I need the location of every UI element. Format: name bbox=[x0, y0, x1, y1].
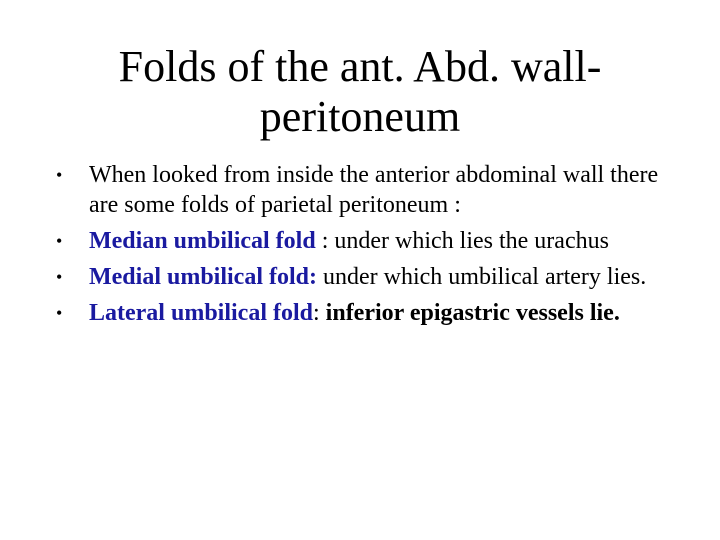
bullet-list bbox=[56, 160, 676, 334]
bullet-intro bbox=[56, 160, 676, 220]
desc-medial-umbilical-fold: under which umbilical artery lies. bbox=[323, 264, 647, 290]
title-line-1: Folds of the ant. Abd. wall- bbox=[118, 42, 602, 91]
term-separator: : bbox=[315, 228, 335, 254]
term-medial-umbilical-fold: Medial umbilical fold: bbox=[89, 264, 317, 290]
term-median-umbilical-fold: Median umbilical fold bbox=[89, 228, 316, 254]
term-lateral-umbilical-fold: Lateral umbilical fold bbox=[89, 300, 313, 326]
title-line-2: peritoneum bbox=[259, 92, 461, 141]
desc-lateral-umbilical-fold: inferior epigastric vessels lie. bbox=[325, 300, 620, 326]
bullet-marker: • bbox=[56, 303, 63, 323]
bullet-intro-text: When looked from inside the anterior abdominal wall there are some folds of parietal peritoneum : bbox=[89, 162, 659, 218]
desc-median-umbilical-fold: under which lies the urachus bbox=[334, 228, 609, 254]
bullet-marker: • bbox=[56, 165, 63, 185]
bullet-marker: • bbox=[56, 267, 63, 287]
bullet-lateral-umbilical-fold bbox=[56, 298, 676, 328]
term-separator: : bbox=[313, 300, 326, 326]
bullet-medial-umbilical-fold bbox=[56, 262, 676, 292]
bullet-median-umbilical-fold bbox=[56, 226, 676, 256]
bullet-marker: • bbox=[56, 231, 63, 251]
slide-title bbox=[60, 42, 660, 142]
